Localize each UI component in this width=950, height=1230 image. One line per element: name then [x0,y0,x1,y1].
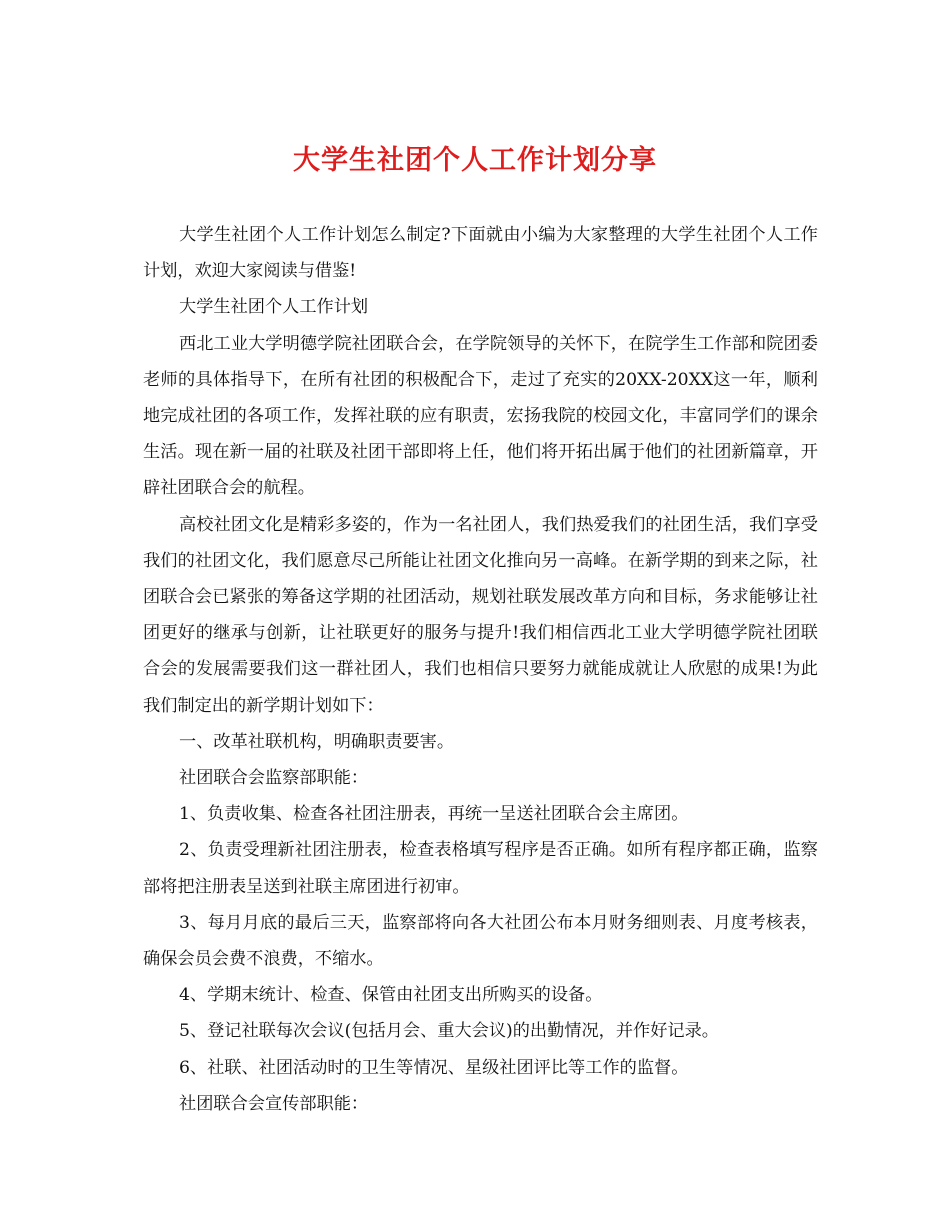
subsection-heading: 社团联合会宣传部职能： [179,1093,369,1114]
intro-paragraph: 大学生社团个人工作计划怎么制定?下面就由小编为大家整理的大学生社团个人工作计划，欢迎大家阅读与借鉴! [143,225,818,282]
list-item: 5、登记社联每次会议(包括月会、重大会议)的出勤情况，并作好记录。 [179,1021,719,1042]
subsection-heading: 社团联合会监察部职能： [179,768,369,789]
document-body [143,217,818,1122]
document-title: 大学生社团个人工作计划分享 [293,145,657,176]
list-item: 6、社联、社团活动时的卫生等情况、星级社团评比等工作的监督。 [179,1057,689,1078]
list-item: 2、负责受理新社团注册表，检查表格填写程序是否正确。如所有程序都正确，监察部将把注册表呈送到社联主席团进行初审。 [143,840,818,897]
body-paragraph: 高校社团文化是精彩多姿的，作为一名社团人，我们热爱我们的社团生活，我们享受我们的社团文化，我们愿意尽己所能让社团文化推向另一高峰。在新学期的到来之际，社团联合会已紧张的筹备这学期的社团活动，规划社联发展改革方向和目标，务求能够让社团更好的继承与创新，让社联更好的服务与提升!我们相信西北工业大学明德学院社团联合会的发展需要我们这一群社团人，我们也相信只要努力就能成就让人欣慰的成果!为此我们制定出的新学期计划如下： [143,514,818,716]
plan-heading: 大学生社团个人工作计划 [179,297,369,318]
list-item: 4、学期末统计、检查、保管由社团支出所购买的设备。 [179,985,603,1006]
body-paragraph: 西北工业大学明德学院社团联合会，在学院领导的关怀下，在院学生工作部和院团委老师的具体指导下，在所有社团的积极配合下，走过了充实的20XX-20XX这一年，顺利地完成社团的各项工作，发挥社联的应有职责，宏扬我院的校园文化，丰富同学们的课余生活。现在新一届的社联及社团干部即将上任，他们将开拓出属于他们的社团新篇章，开辟社团联合会的航程。 [143,333,818,499]
list-item: 3、每月月底的最后三天，监察部将向各大社团公布本月财务细则表、月度考核表，确保会员会费不浪费，不缩水。 [143,912,818,970]
list-item: 1、负责收集、检查各社团注册表，再统一呈送社团联合会主席团。 [179,804,689,825]
section-heading: 一、改革社联机构，明确职责要害。 [179,731,455,752]
